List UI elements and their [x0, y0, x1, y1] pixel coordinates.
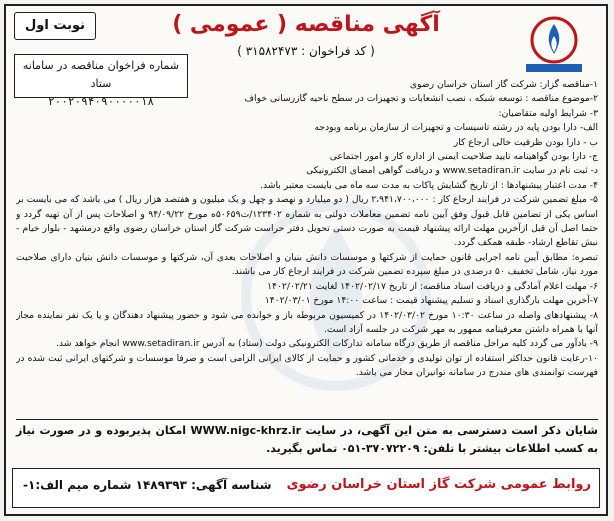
- setad-label: شماره فراخوان مناقصه در سامانه ستاد: [22, 59, 180, 90]
- line-3c: ج- دارا بودن گواهینامه تایید صلاحیت ایمنی از اداره کار و امور اجتماعی: [329, 151, 598, 163]
- gas-company-logo: [512, 14, 596, 76]
- line-3a: الف- دارا بودن پایه در رشته تاسیسات و تجهیزات از سازمان برنامه وبودجه: [314, 122, 598, 134]
- ad-number: شناسه آگهی: ۱۴۸۹۳۹۳ شماره میم الف:۱-: [23, 478, 272, 492]
- line-7: ۷-آخرین مهلت بارگذاری اسناد و تسلیم پیشنهاد قیمت : ساعت ۱۴:۰۰ مورخ ۱۴۰۲/۰۳/۰۱: [264, 295, 598, 307]
- line-2: ۲-موضوع مناقصه : توسعه شبکه ، نصب انشعابات و تجهیزات در سطح ناحیه گازرسانی خواف: [244, 93, 598, 105]
- setad-number: ۲۰۰۲۰۹۴۰۹۰۰۰۰۰۱۸: [48, 95, 154, 108]
- notice-title: آگهی مناقصه ( عمومی ): [172, 12, 440, 37]
- line-6: ۶- مهلت اعلام آمادگی و دریافت اسناد مناقصه: از تاریخ ۱۴۰۲/۰۲/۱۷ لغایت ۱۴۰۲/۰۲/۲۱: [267, 280, 598, 292]
- line-5: ۵- مبلغ تضمین شرکت در فرایند ارجاع کار : ۲،۹۴۱،۷۰۰،۰۰۰ ریال ( دو میلیارد و نهصد و چهل و یک میلیون و هفتصد هزار ریال ) می باشد که می بایست بر اساس یکی از تضامین قابل قبول وفق آیین نامه تضمین معاملات دولتی به شماره ۱۲۳۴۰۲/ت۵۰۶۵۹ه مورخ ۹۴/۰۹/۲۲ و اصلاحات پس از آن تهیه گردد و حتما اصل آن قبل ازآخرین مهلت ارائه پیشنهاد قیمت به صورت دستی تحویل دفتر حراست شرکت گاز استان خراسان رضوی واقع درمشهد - بلوار خیام - نبش تقاطع ارشاد- طبقه همکف گردد.: [16, 194, 598, 249]
- call-number: ( کد فراخوان : ۳۱۵۸۲۴۷۳ ): [237, 44, 375, 58]
- line-1: ۱-مناقصه گزار: شرکت گاز استان خراسان رضوی: [409, 79, 598, 90]
- line-3: ۳- شرایط اولیه متقاضیان:: [498, 107, 598, 119]
- public-relations: روابط عمومی شرکت گاز استان خراسان رضوی: [286, 477, 591, 492]
- line-3b: ب - دارا بودن ظرفیت خالی ارجاع کار: [453, 136, 598, 148]
- line-note: تبصره: مطابق آیین نامه اجرایی قانون حمایت از شرکتها و موسسات دانش بنیان و اصلاحات بعدی آن، شرکتها و موسسات دانش بنیان دارای صلاحیت مورد نیاز، شامل تخفیف ۵۰ درصدی در مبلغ سپرده تضمین شرکت در فرایند ارجاع کار می باشند.: [16, 251, 598, 278]
- footer-bar: [12, 468, 600, 508]
- line-4: ۴- مدت اعتبار پیشنهادها : از تاریخ گشایش پاکات به مدت سه ماه می بایست معتبر باشد.: [260, 179, 598, 191]
- line-3d: د- ثبت نام در سایت www.setadiran.ir و دریافت گواهی امضای الکترونیکی: [306, 165, 598, 177]
- notice-body: [16, 78, 598, 416]
- round-badge: نوبت اول: [14, 12, 96, 40]
- website-notice: شایان ذکر است دسترسی به متن این آگهی، در سایت WWW.nigc-khrz.ir امکان پذیربوده و در صورت نیاز به کسب اطلاعات بیشتر با تلفن: ۳۷۰۷۲۲۰۹-۰۵۱ تماس بگیرید.: [16, 419, 598, 462]
- tender-notice: [4, 4, 608, 516]
- line-10: ۱۰-رعایت قانون حداکثر استفاده از توان تولیدی و خدماتی کشور و حمایت از کالای ایرانی الزامی است و صرفا موسسات و شرکتهای ایرانی ثبت شده در فهرست توانمندی های مندرج در سامانه توانیران مجاز می باشد.: [16, 352, 598, 379]
- line-9: ۹- یادآور می گردد کلیه مراحل مناقصه از طریق درگاه سامانه تدارکات الکترونیکی دولت (ستاد) به آدرس www.setadiran.ir انجام خواهد شد.: [55, 338, 598, 350]
- line-8: ۸- پیشنهادهای واصله در ساعت ۱۰:۳۰ مورخ ۱۴۰۲/۰۳/۰۲ در کمیسیون مربوطه باز و خوانده می شود و حضور پیشنهاد دهندگان و یا یک نفر نماینده مجاز آنها با همراه داشتن معرفینامه ممهور به مهر شرکت در جلسه آزاد است.: [16, 309, 598, 335]
